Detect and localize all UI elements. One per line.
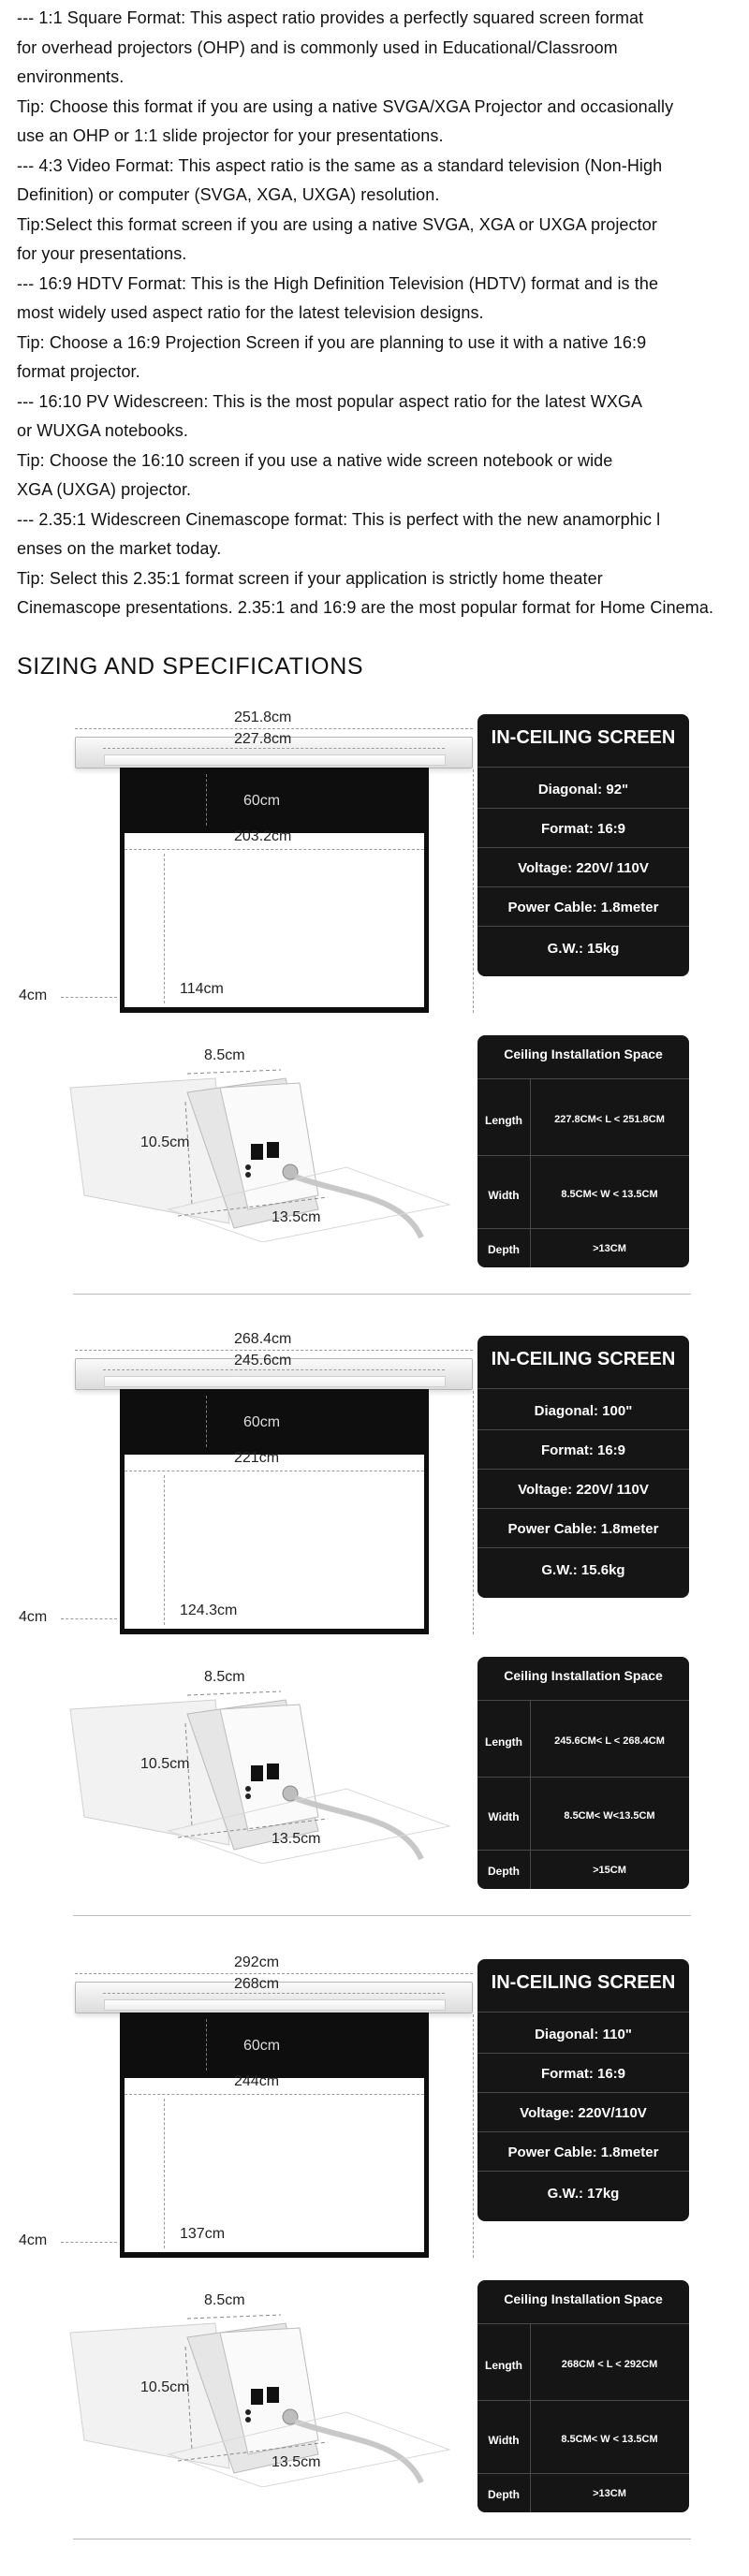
install-divider [477, 1777, 689, 1778]
intro-line: --- 1:1 Square Format: This aspect ratio provides a perfectly squared screen format [17, 8, 644, 27]
intro-line: for your presentations. [17, 244, 187, 263]
side-left-label: 10.5cm [140, 2379, 190, 2395]
spec-voltage: Voltage: 220V/ 110V [518, 860, 649, 876]
bottom-border-label: 4cm [19, 1609, 48, 1625]
intro-line: XGA (UXGA) projector. [17, 480, 192, 499]
intro-line: for overhead projectors (OHP) and is commonly used in Educational/Classroom [17, 37, 618, 57]
intro-line: environments. [17, 67, 125, 86]
spec-card [477, 1959, 689, 2221]
housing-width-line [75, 1350, 473, 1351]
spec-card [477, 714, 689, 976]
viewing-area [120, 2078, 429, 2258]
spec-divider [477, 1508, 689, 1509]
screen-case [104, 1999, 446, 2011]
screen-side-drawing [66, 2292, 459, 2487]
install-divider [477, 2323, 689, 2324]
viewing-height-line [164, 1475, 165, 1625]
total-height-line [473, 1391, 474, 1634]
case-width-label: 268cm [234, 1976, 280, 1992]
intro-line: --- 2.35:1 Widescreen Cinemascope format: This is perfect with the new anamorphic l [17, 509, 661, 529]
viewing-height-line [164, 854, 165, 1003]
spec-diagonal: Diagonal: 100" [534, 1403, 633, 1419]
install-divider [477, 2400, 689, 2401]
port-icon [251, 2389, 263, 2405]
spec-voltage: Voltage: 220V/110V [520, 2105, 647, 2121]
spec-weight: G.W.: 17kg [547, 2186, 620, 2202]
spec-divider [477, 1388, 689, 1389]
side-bottom-label: 13.5cm [272, 2454, 321, 2470]
intro-line: format projector. [17, 362, 140, 381]
spec-weight: G.W.: 15kg [547, 941, 620, 957]
viewing-width-label: 203.2cm [234, 828, 292, 844]
black-drop-line [206, 1396, 207, 1447]
spec-format: Format: 16:9 [540, 2066, 626, 2082]
spec-divider [477, 2131, 689, 2132]
bottom-border-line [61, 1618, 117, 1619]
bottom-border-label: 4cm [19, 988, 48, 1003]
spec-diagonal: Diagonal: 110" [535, 2027, 632, 2042]
viewing-height-label: 137cm [180, 2226, 226, 2242]
installation-card-title: Ceiling Installation Space [504, 2291, 663, 2306]
installation-card [477, 1035, 689, 1267]
intro-line: use an OHP or 1:1 slide projector for your presentations. [17, 126, 444, 145]
spec-divider [477, 1429, 689, 1430]
intro-line: Tip: Choose a 16:9 Projection Screen if you are planning to use it with a native 16:9 [17, 332, 647, 352]
install-depth-value: >13CM [593, 1243, 626, 1254]
side-view-illustration [66, 1676, 459, 1864]
housing-width-label: 292cm [234, 1954, 280, 1970]
intro-line: or WUXGA notebooks. [17, 421, 188, 440]
spec-weight: G.W.: 15.6kg [541, 1562, 625, 1578]
total-height-line [473, 2014, 474, 2258]
side-left-label: 10.5cm [140, 1756, 190, 1772]
black-drop-label: 60cm [243, 793, 281, 809]
case-width-line [103, 1369, 445, 1370]
viewing-width-line [125, 2094, 424, 2095]
install-length-value: 268CM < L < 292CM [561, 2359, 658, 2370]
intro-line: enses on the market today. [17, 539, 222, 558]
housing-width-label: 268.4cm [234, 1331, 292, 1347]
spec-divider [477, 926, 689, 927]
side-top-label: 8.5cm [204, 2292, 245, 2308]
install-depth-label: Depth [488, 2488, 520, 2501]
spec-divider [477, 2171, 689, 2172]
bottom-border-line [61, 2242, 117, 2243]
install-divider [477, 1700, 689, 1701]
screen-front-drawing [19, 1325, 477, 1644]
case-width-line [103, 748, 445, 749]
spec-divider [477, 847, 689, 848]
case-width-label: 245.6cm [234, 1353, 292, 1368]
intro-line: most widely used aspect ratio for the latest television designs. [17, 303, 484, 322]
spec-format: Format: 16:9 [540, 1442, 626, 1458]
spec-divider [477, 767, 689, 768]
install-divider [477, 1850, 689, 1851]
intro-line: --- 4:3 Video Format: This aspect ratio is the same as a standard television (Non-High [17, 155, 663, 175]
spec-voltage: Voltage: 220V/ 110V [518, 1482, 649, 1498]
install-width-label: Width [488, 2434, 520, 2447]
spec-divider [477, 808, 689, 809]
spec-card-title: IN-CEILING SCREEN [491, 727, 676, 748]
housing-width-line [75, 1973, 473, 1974]
screen-case [104, 1376, 446, 1387]
install-column-divider [530, 2323, 531, 2512]
install-width-label: Width [488, 1189, 520, 1202]
side-view-illustration [66, 2300, 459, 2487]
viewing-area [120, 833, 429, 1013]
viewing-height-line [164, 2099, 165, 2248]
section-divider [73, 1294, 691, 1295]
viewing-height-label: 114cm [180, 981, 224, 997]
product-block [0, 1325, 749, 1943]
spec-divider [477, 2053, 689, 2054]
black-drop-line [206, 774, 207, 826]
install-length-label: Length [485, 1114, 522, 1127]
viewing-area [120, 1455, 429, 1634]
total-height-line [473, 769, 474, 1013]
install-length-label: Length [485, 2359, 522, 2372]
intro-text [17, 4, 747, 623]
product-block [0, 704, 749, 1322]
housing-width-line [75, 728, 473, 729]
screen-front-drawing [19, 1949, 477, 2267]
screen-side-drawing [66, 1669, 459, 1864]
black-drop-line [206, 2019, 207, 2071]
spec-divider [477, 2092, 689, 2093]
port-icon [267, 2387, 279, 2403]
install-width-value: 8.5CM< W<13.5CM [564, 1810, 655, 1822]
port-icon [251, 1144, 263, 1160]
intro-line: Definition) or computer (SVGA, XGA, UXGA) resolution. [17, 185, 440, 204]
intro-line: Tip:Select this format screen if you are using a native SVGA, XGA or UXGA projector [17, 214, 657, 234]
side-top-label: 8.5cm [204, 1047, 245, 1063]
intro-line: --- 16:10 PV Widescreen: This is the most popular aspect ratio for the latest WXGA [17, 391, 643, 411]
intro-line: Tip: Select this 2.35:1 format screen if your application is strictly home theater [17, 568, 603, 588]
installation-card-title: Ceiling Installation Space [504, 1046, 663, 1061]
product-block [0, 1949, 749, 2567]
install-width-value: 8.5CM< W < 13.5CM [561, 1189, 658, 1200]
install-depth-value: >13CM [593, 2488, 626, 2499]
spec-diagonal: Diagonal: 92" [537, 782, 629, 798]
screen-front-drawing [19, 704, 477, 1022]
installation-card [477, 2280, 689, 2512]
install-column-divider [530, 1700, 531, 1889]
spec-power-cable: Power Cable: 1.8meter [507, 2144, 659, 2160]
install-length-value: 245.6CM< L < 268.4CM [554, 1735, 665, 1747]
install-width-label: Width [488, 1810, 520, 1823]
black-drop-label: 60cm [243, 2038, 281, 2054]
port-icon [267, 1142, 279, 1158]
screen-case [104, 754, 446, 766]
bottom-border-label: 4cm [19, 2232, 48, 2248]
intro-line: Tip: Choose the 16:10 screen if you use a native wide screen notebook or wide [17, 450, 613, 470]
section-divider [73, 1915, 691, 1916]
installation-card-title: Ceiling Installation Space [504, 1668, 663, 1683]
screen-side-drawing [66, 1047, 459, 1242]
spec-divider [477, 1469, 689, 1470]
install-width-value: 8.5CM< W < 13.5CM [561, 2434, 658, 2445]
intro-line: Cinemascope presentations. 2.35:1 and 16:9 are the most popular format for Home Cinema. [17, 598, 714, 617]
side-bottom-label: 13.5cm [272, 1831, 321, 1847]
intro-line: Tip: Choose this format if you are using a native SVGA/XGA Projector and occasionally [17, 96, 674, 116]
black-drop-label: 60cm [243, 1414, 281, 1430]
viewing-width-line [125, 849, 424, 850]
install-divider [477, 1228, 689, 1229]
housing-width-label: 251.8cm [234, 710, 292, 725]
viewing-width-label: 244cm [234, 2073, 280, 2089]
spec-card-title: IN-CEILING SCREEN [491, 1972, 676, 1993]
viewing-height-label: 124.3cm [180, 1603, 238, 1618]
spec-power-cable: Power Cable: 1.8meter [507, 1521, 659, 1537]
install-length-value: 227.8CM< L < 251.8CM [554, 1114, 665, 1125]
install-column-divider [530, 1078, 531, 1267]
side-bottom-label: 13.5cm [272, 1209, 321, 1225]
installation-card [477, 1657, 689, 1889]
side-view-illustration [66, 1055, 459, 1242]
install-depth-value: >15CM [593, 1865, 626, 1876]
spec-power-cable: Power Cable: 1.8meter [507, 900, 659, 915]
side-top-label: 8.5cm [204, 1669, 245, 1685]
case-width-line [103, 1993, 445, 1994]
bottom-border-line [61, 997, 117, 998]
install-divider [477, 1078, 689, 1079]
spec-card [477, 1336, 689, 1598]
spec-format: Format: 16:9 [540, 821, 626, 837]
install-length-label: Length [485, 1735, 522, 1749]
side-left-label: 10.5cm [140, 1134, 190, 1150]
spec-divider [477, 886, 689, 887]
intro-line: --- 16:9 HDTV Format: This is the High Definition Television (HDTV) format and is the [17, 273, 659, 293]
viewing-width-label: 221cm [234, 1450, 280, 1466]
install-depth-label: Depth [488, 1865, 520, 1878]
spec-divider [477, 1547, 689, 1548]
install-divider [477, 1155, 689, 1156]
port-icon [267, 1764, 279, 1779]
install-depth-label: Depth [488, 1243, 520, 1256]
section-heading: SIZING AND SPECIFICATIONS [17, 653, 364, 680]
install-divider [477, 2473, 689, 2474]
case-width-label: 227.8cm [234, 731, 292, 747]
spec-card-title: IN-CEILING SCREEN [491, 1349, 676, 1369]
port-icon [251, 1765, 263, 1781]
